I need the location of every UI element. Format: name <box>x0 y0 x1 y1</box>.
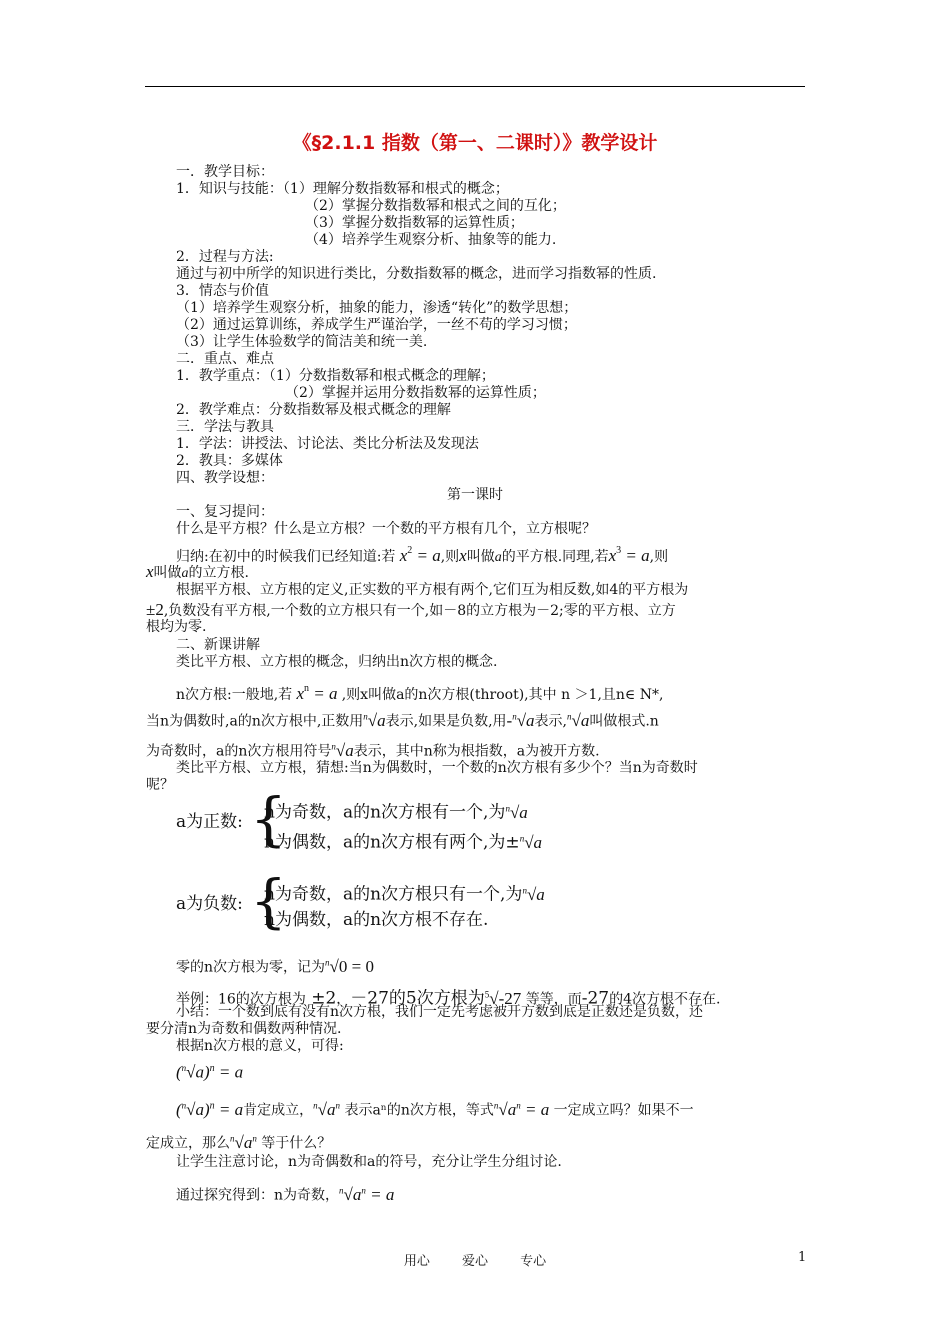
text-line: 类比平方根、立方根的概念，归纳出n次方根的概念. <box>176 654 498 670</box>
text-line: 通过与初中所学的知识进行类比，分数指数幂的概念，进而学习指数幂的性质. <box>176 266 657 282</box>
text-line: n次方根:一般地,若 $x^n = a$ ,则x叫做a的n次方根(throot),其中 n ＞1,且n∈ N*, <box>176 683 664 703</box>
text-line: 小结：一个数到底有没有n次方根，我们一定先考虑被开方数到底是正数还是负数，还 <box>176 1004 704 1020</box>
text-line: 通过探究得到：n为奇数，$^n√a^n = a$ <box>176 1184 395 1204</box>
text-line: （3）掌握分数指数幂的运算性质； <box>305 215 524 231</box>
footer-mid: 爱心 <box>461 1254 488 1269</box>
heading-keypoints: 二．重点、难点 <box>176 351 274 367</box>
text-line: 定成立，那么$^n√a^n$ 等于什么？ <box>146 1132 332 1152</box>
text-line: （2）掌握分数指数幂和根式之间的互化； <box>305 198 566 214</box>
document-title: 《§2.1.1 指数（第一、二课时）》教学设计 <box>292 132 658 154</box>
case-line: n为偶数，a的n次方根不存在. <box>264 910 489 930</box>
text-line: 根均为零. <box>146 619 207 635</box>
text-line: 让学生注意讨论，n为奇偶数和a的符号，充分让学生分组讨论. <box>176 1154 562 1170</box>
heading-goals: 一．教学目标： <box>176 164 274 180</box>
footer-right: 专心 <box>520 1254 547 1269</box>
case-line: n为偶数，a的n次方根有两个,为±$^n$√a <box>264 832 543 853</box>
text-line: ±2,负数没有平方根,一个数的立方根只有一个,如－8的立方根为－2;零的平方根、立方 <box>146 600 676 619</box>
text-line: 当n为偶数时,a的n次方根中,正数用$^n$√a表示,如果是负数,用-$^n$√a表示,$^n$√a叫做根式.n <box>146 710 659 730</box>
brace: { <box>250 785 287 853</box>
text-line: （3）让学生体验数学的简洁美和统一美. <box>176 334 428 350</box>
text-line: 零的n次方根为零，记为$^n$√0 = 0 <box>176 956 374 976</box>
section-review: 一、复习提问： <box>176 504 274 520</box>
text-line: 归纳:在初中的时候我们已经知道:若 $x^2 = a$,则x叫做a的平方根.同理,若$x^3 = a$,则 <box>176 545 669 565</box>
text-line: （4）培养学生观察分析、抽象等的能力. <box>305 232 557 248</box>
text-line: 2．教具：多媒体 <box>176 453 283 469</box>
footer <box>0 1250 950 1269</box>
header-rule <box>145 86 805 87</box>
text-line: （2）掌握并运用分数指数幂的运算性质； <box>285 385 546 401</box>
formula-line: $(^n√a)^n = a$ <box>176 1062 244 1082</box>
case-label: a为正数: <box>176 812 243 832</box>
case-line: n为奇数，a的n次方根有一个,为$^n$√a <box>264 802 528 823</box>
heading-design: 四、教学设想： <box>176 470 274 486</box>
text-line: 呢？ <box>146 777 174 793</box>
text-line: 要分清n为奇数和偶数两种情况. <box>146 1021 342 1037</box>
case-line: n为奇数，a的n次方根只有一个,为$^n$√a <box>264 884 545 905</box>
text-line: 举例：16的次方根为 ±2，－27的5次方根为$^5$√-27 等等，而-27的4次方根不存在. <box>176 988 721 1009</box>
text-line: 根据n次方根的意义，可得: <box>176 1038 344 1054</box>
text-line: 1．知识与技能：（1）理解分数指数幂和根式的概念； <box>176 181 509 197</box>
text-line: 1．教学重点：（1）分数指数幂和根式概念的理解； <box>176 368 495 384</box>
text-line: 什么是平方根？什么是立方根？一个数的平方根有几个，立方根呢？ <box>176 521 596 537</box>
lesson-heading: 第一课时 <box>447 487 503 503</box>
page-number: 1 <box>798 1250 807 1265</box>
text-line: 类比平方根、立方根，猜想:当n为偶数时，一个数的n次方根有多少个？当n为奇数时 <box>176 760 698 776</box>
section-new: 二、新课讲解 <box>176 637 260 653</box>
text-line: 根据平方根、立方根的定义,正实数的平方根有两个,它们互为相反数,如4的平方根为 <box>176 582 689 598</box>
text-line: （2）通过运算训练，养成学生严谨治学，一丝不苟的学习习惯； <box>176 317 577 333</box>
heading-methods: 三．学法与教具 <box>176 419 274 435</box>
text-line: 为奇数时，a的n次方根用符号$^n$√a表示，其中n称为根指数，a为被开方数. <box>146 740 600 760</box>
brace: { <box>250 867 287 935</box>
text-line: $(^n√a)^n = a$肯定成立，$^n√a^n$ 表示aⁿ的n次方根，等式$^n√a^n = a$ 一定成立吗？如果不一 <box>176 1099 694 1119</box>
text-line: 2．过程与方法: <box>176 249 274 265</box>
footer-left: 用心 <box>403 1254 430 1269</box>
text-line: 1．学法：讲授法、讨论法、类比分析法及发现法 <box>176 436 479 452</box>
text-line: （1）培养学生观察分析，抽象的能力，渗透“转化”的数学思想； <box>176 300 578 316</box>
text-line: x叫做a的立方根. <box>146 562 249 581</box>
case-label: a为负数: <box>176 894 243 914</box>
text-line: 2．教学难点：分数指数幂及根式概念的理解 <box>176 402 451 418</box>
text-line: 3．情态与价值 <box>176 283 269 299</box>
